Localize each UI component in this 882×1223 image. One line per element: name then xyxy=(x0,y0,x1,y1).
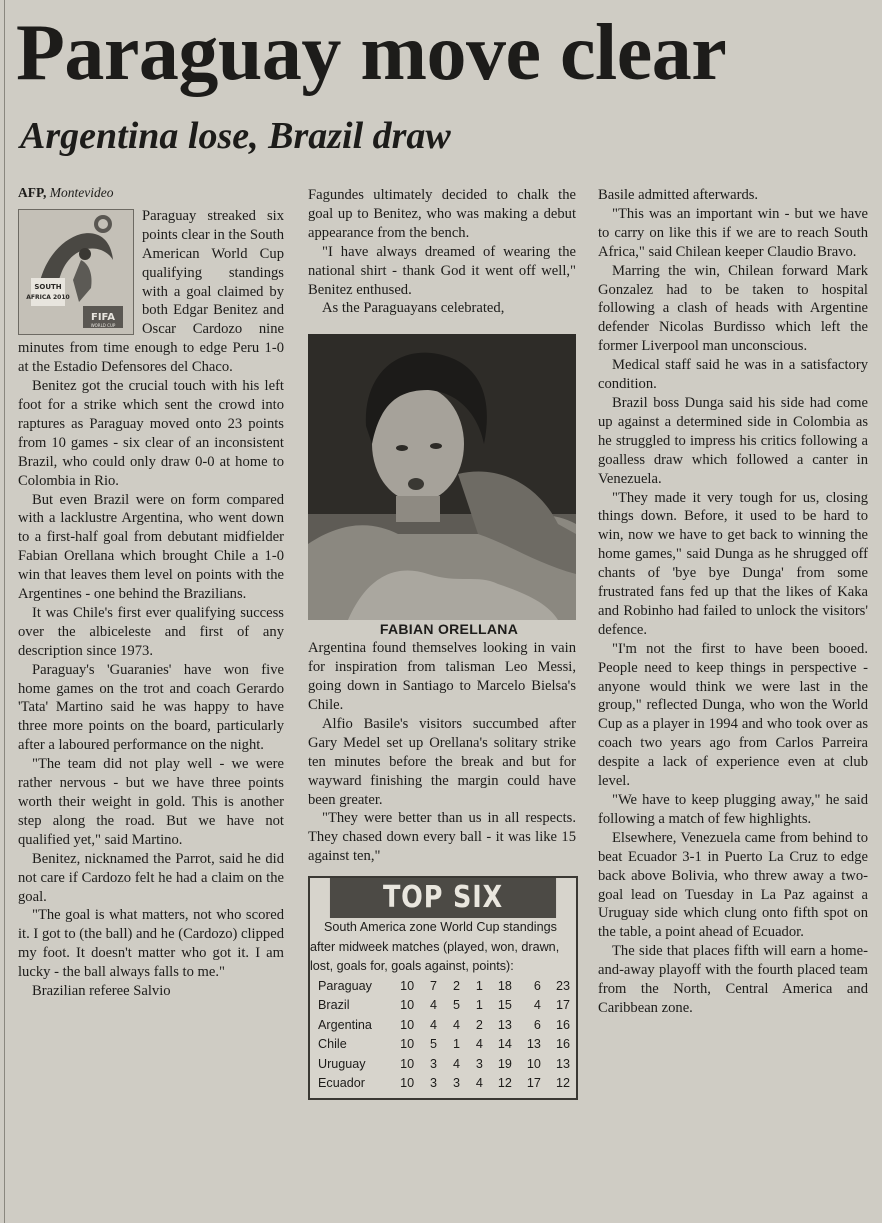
player-portrait-image xyxy=(308,334,576,620)
standings-stat-cell: 15 xyxy=(497,998,512,1013)
standings-stat-cell: 10 xyxy=(526,1056,541,1071)
standings-stat-cell: 16 xyxy=(555,1017,570,1032)
standings-stat-cell: 13 xyxy=(497,1017,512,1032)
standings-stat-cell: 5 xyxy=(452,998,460,1013)
standings-team-cell: Uruguay xyxy=(318,1056,366,1071)
standings-stat-cell: 12 xyxy=(555,1076,570,1091)
standings-stat-cell: 13 xyxy=(526,1037,541,1052)
paragraph: "This was an important win - but we have to carry on like this if we are to reach South Africa," said Chilean keeper Claudio Bravo. xyxy=(598,205,868,260)
paragraph: "I'm not the first to have been booed. People need to keep things in perspective - anyone would think we were last in the group," reflected Dunga, who won the World Cup as a player in 1994 and who took over as coach two years ago from Carlos Parreira despite a lack of experience even at club level. xyxy=(598,640,868,790)
paragraph: The side that places fifth will earn a home-and-away playoff with the fourth placed team from the North, Central America and Caribbean zone. xyxy=(598,943,868,1016)
standings-stat-cell: 2 xyxy=(475,1017,483,1032)
article-column-1 xyxy=(18,184,284,1001)
standings-stat-cell: 12 xyxy=(497,1076,512,1091)
standings-stat-cell: 14 xyxy=(497,1037,512,1052)
paragraph: It was Chile's first ever qualifying success over the albiceleste and first of any description since 1973. xyxy=(18,604,284,659)
byline-agency: AFP, xyxy=(18,185,47,200)
standings-row xyxy=(318,1074,570,1094)
paragraph: "The goal is what matters, not who scored it. I got to (the ball) and he (Cardozo) clipped my foot. It doesn't matter who got it. I am lucky - the ball always falls to me." xyxy=(18,907,284,981)
top-six-table-box xyxy=(308,876,578,1100)
standings-stat-cell: 6 xyxy=(533,978,541,993)
byline-place: Montevideo xyxy=(49,185,114,200)
paragraph: Paraguay's 'Guaranies' have won five home games on the trot and coach Gerardo 'Tata' Martino said he was happy to have three more points on the board, particularly after a laboured performance on the night. xyxy=(18,661,284,754)
page-edge-rule xyxy=(4,0,5,1223)
standings-row xyxy=(318,996,570,1016)
standings-stat-cell: 1 xyxy=(452,1037,460,1052)
paragraph: Medical staff said he was in a satisfactory condition. xyxy=(598,357,868,393)
paragraph: Marring the win, Chilean forward Mark Gonzalez had to be taken to hospital following a clash of heads with Argentine defender Nicolas Burdisso which left the former Liverpool man unconscious. xyxy=(598,262,868,355)
paragraph: "The team did not play well - we were rather nervous - but we have three points worth their weight in gold. This is another step along the road. But we have not qualified yet," said Martino. xyxy=(18,756,284,848)
logo-text-worldcup: WORLD CUP xyxy=(90,322,116,328)
standings-stat-cell: 23 xyxy=(555,978,570,993)
standings-stat-cell: 10 xyxy=(400,998,415,1013)
standings-stat-cell: 4 xyxy=(430,998,438,1013)
logo-text-south: SOUTH xyxy=(34,282,62,291)
standings-team-cell: Brazil xyxy=(318,998,350,1013)
headline: Paraguay move clear xyxy=(16,9,727,97)
standings-stat-cell: 13 xyxy=(555,1056,570,1071)
standings-stat-cell: 3 xyxy=(430,1076,438,1091)
standings-stat-cell: 6 xyxy=(533,1017,541,1032)
standings-stat-cell: 10 xyxy=(400,978,415,993)
standings-stat-cell: 10 xyxy=(400,1017,415,1032)
standings-stat-cell: 17 xyxy=(526,1076,541,1091)
paragraph: As the Paraguayans celebrated, xyxy=(322,300,505,317)
standings-stat-cell: 19 xyxy=(497,1056,512,1071)
paragraph: Argentina found themselves looking in vain for inspiration from talisman Leo Messi, going down in Santiago to Marcelo Bielsa's Chile. xyxy=(308,640,576,713)
standings-stat-cell: 4 xyxy=(533,998,541,1013)
paragraph: "We have to keep plugging away," he said following a match of few highlights. xyxy=(598,792,868,827)
standings-stat-cell: 10 xyxy=(400,1076,415,1091)
standings-stat-cell: 4 xyxy=(475,1037,483,1052)
subheadline: Argentina lose, Brazil draw xyxy=(20,115,451,157)
paragraph: Fagundes ultimately decided to chalk the goal up to Benitez, who was making a debut appearance from the bench. xyxy=(308,187,576,241)
paragraph: Brazil boss Dunga said his side had come up against a determined side in Colombia as he struggled to impress his critics following a goalless draw which followed a canter in Venezuela. xyxy=(598,394,868,487)
standings-stat-cell: 3 xyxy=(430,1056,438,1071)
standings-team-cell: Paraguay xyxy=(318,978,372,993)
logo-text-fifa: FIFA xyxy=(91,311,115,323)
paragraph: Paraguay streaked six points clear in the South American World Cup qualifying standings with a goal claimed by both Edgar Benitez and Oscar Cardozo nine minutes from time enough to edge Peru 1-0 at the Estadio Defensores del Chaco. xyxy=(18,207,284,376)
standings-stat-cell: 4 xyxy=(452,1017,460,1032)
standings-stat-cell: 17 xyxy=(555,998,570,1013)
standings-stat-cell: 4 xyxy=(430,1017,438,1032)
paragraph: Elsewhere, Venezuela came from behind to beat Ecuador 3-1 in Puerto La Cruz to edge back above Bolivia, who threw away a two-goal lead on Tuesday in La Paz against a Uruguay side which clung onto fifth spot on the table, a point ahead of Ecuador. xyxy=(598,829,868,941)
article-column-3 xyxy=(598,186,868,1018)
standings-team-cell: Ecuador xyxy=(318,1076,365,1091)
byline xyxy=(18,184,284,203)
standings-stat-cell: 5 xyxy=(430,1037,438,1052)
article-column-2 xyxy=(308,186,576,1100)
standings-stat-cell: 7 xyxy=(430,978,438,993)
player-photo xyxy=(308,334,576,620)
paragraph: "They made it very tough for us, closing things down. Before, it used to be hard to win, now we have to get back to winning the home games," said Dunga as he shrugged off chants of 'bye bye Dunga' from some frustrated fans fed up that the likes of Kaka and Robinho had failed to unlock the visitors' defence. xyxy=(598,489,868,638)
standings-team-cell: Chile xyxy=(318,1037,347,1052)
world-cup-emblem-icon xyxy=(19,210,133,334)
paragraph: Brazilian referee Salvio xyxy=(32,983,171,1000)
paragraph: "I have always dreamed of wearing the national shirt - thank God it went off well," Benitez enthused. xyxy=(308,243,576,298)
paragraph: But even Brazil were on form compared with a lacklustre Argentina, who went down to a first-half goal from debutant midfielder Fabian Orellana which brought Chile a 1-0 win that leaves them level on points with the Argentines - one behind the Brazilians. xyxy=(18,491,284,603)
standings-table xyxy=(318,977,570,1094)
standings-row xyxy=(318,1016,570,1036)
standings-stat-cell: 18 xyxy=(497,978,512,993)
standings-stat-cell: 10 xyxy=(400,1056,415,1071)
standings-stat-cell: 1 xyxy=(475,978,483,993)
standings-stat-cell: 1 xyxy=(475,998,483,1013)
standings-row xyxy=(318,977,570,997)
standings-row xyxy=(318,1055,570,1075)
standings-stat-cell: 3 xyxy=(475,1056,483,1071)
standings-stat-cell: 16 xyxy=(555,1037,570,1052)
paragraph: Basile admitted afterwards. xyxy=(598,187,759,203)
standings-stat-cell: 3 xyxy=(452,1076,460,1091)
paragraph: Alfio Basile's visitors succumbed after Gary Medel set up Orellana's solitary strike ten minutes before the break and but for wayward finishing the margin could have been greater. xyxy=(308,715,576,808)
standings-row xyxy=(318,1035,570,1055)
top-six-title: TOP SIX xyxy=(330,878,556,918)
standings-stat-cell: 10 xyxy=(400,1037,415,1052)
paragraph: Benitez got the crucial touch with his left foot for a strike which sent the crowd into raptures as Paraguay moved onto 23 points from 10 games - six clear of an inconsistent Brazil, who could only draw 0-0 at home to Colombia in Rio. xyxy=(18,378,284,489)
world-cup-2010-logo xyxy=(18,209,134,335)
paragraph: Benitez, nicknamed the Parrot, said he did not care if Cardozo felt he had a claim on the goal. xyxy=(18,850,284,905)
standings-stat-cell: 4 xyxy=(475,1076,483,1091)
top-six-note: South America zone World Cup standings after midweek matches (played, won, drawn, lost, goals for, goals against, points): xyxy=(310,920,560,974)
standings-stat-cell: 2 xyxy=(452,978,460,993)
paragraph: "They were better than us in all respects. They chased down every ball - it was like 15 against ten," xyxy=(308,810,576,865)
photo-caption: FABIAN ORELLANA xyxy=(379,621,519,638)
standings-stat-cell: 4 xyxy=(452,1056,460,1071)
standings-team-cell: Argentina xyxy=(318,1017,372,1032)
logo-text-africa: AFRICA 2010 xyxy=(26,293,70,301)
